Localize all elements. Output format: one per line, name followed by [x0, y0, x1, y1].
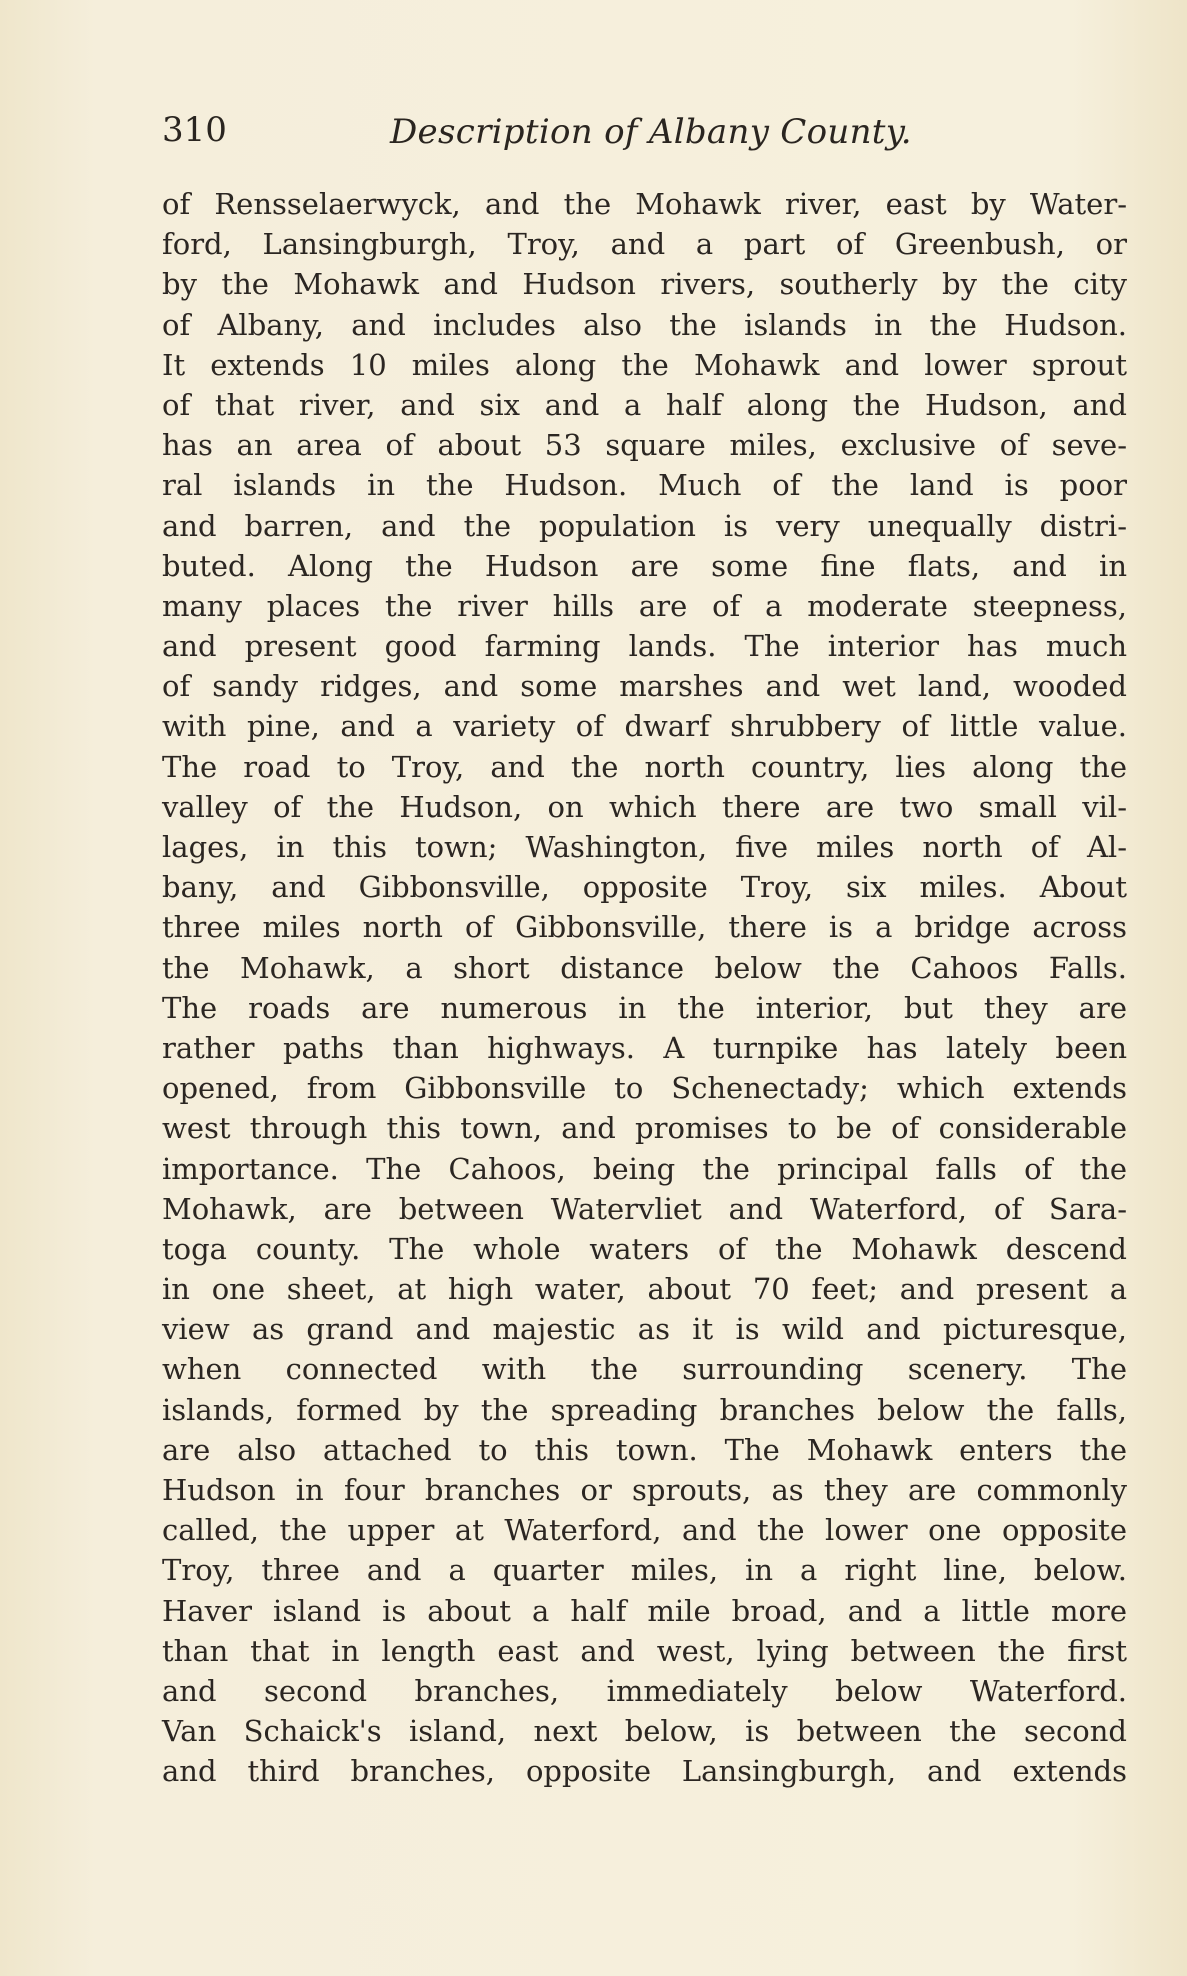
text-line: west through this town, and promises to be of considerable: [162, 1111, 1127, 1146]
text-line: Troy, three and a quarter miles, in a right line, below.: [162, 1553, 1127, 1588]
text-line: Hudson in four branches or sprouts, as they are commonly: [162, 1473, 1127, 1507]
text-line: Van Schaick's island, next below, is between the second: [162, 1714, 1127, 1749]
text-line: ral islands in the Hudson. Much of the land is poor: [162, 468, 1127, 503]
text-line: has an area of about 53 square miles, exclusive of seve-: [162, 428, 1127, 463]
text-line: bany, and Gibbonsville, opposite Troy, six miles. About: [162, 870, 1127, 905]
running-title: Description of Albany County.: [390, 112, 912, 152]
page-number: 310: [162, 110, 227, 150]
text-line: The road to Troy, and the north country, lies along the: [162, 749, 1127, 784]
text-line: and present good farming lands. The interior has much: [162, 629, 1127, 664]
text-line: and barren, and the population is very unequally distri-: [162, 508, 1127, 543]
text-line: ford, Lansingburgh, Troy, and a part of Greenbush, or: [162, 227, 1127, 262]
text-line: opened, from Gibbonsville to Schenectady; which extends: [162, 1071, 1127, 1106]
text-line: three miles north of Gibbonsville, there is a bridge across: [162, 910, 1127, 945]
text-line: islands, formed by the spreading branches below the falls,: [162, 1392, 1127, 1427]
text-line: Haver island is about a half mile broad, and a little more: [162, 1593, 1127, 1628]
text-line: of that river, and six and a half along the Hudson, and: [162, 387, 1127, 422]
text-line: toga county. The whole waters of the Mohawk descend: [162, 1231, 1127, 1266]
text-line: by the Mohawk and Hudson rivers, southerly by the city: [162, 267, 1127, 302]
text-line: It extends 10 miles along the Mohawk and lower sprout: [162, 347, 1127, 382]
text-line: Mohawk, are between Watervliet and Waterford, of Sara-: [162, 1191, 1127, 1226]
text-line: importance. The Cahoos, being the principal falls of the: [162, 1151, 1127, 1186]
text-line: and third branches, opposite Lansingburgh, and extends: [162, 1754, 1127, 1789]
text-line: in one sheet, at high water, about 70 feet; and present a: [162, 1272, 1127, 1307]
text-line: The roads are numerous in the interior, but they are: [162, 990, 1127, 1025]
text-line: rather paths than highways. A turnpike has lately been: [162, 1030, 1127, 1065]
body-text: [162, 184, 1127, 1792]
text-line: are also attached to this town. The Mohawk enters the: [162, 1432, 1127, 1467]
text-line: view as grand and majestic as it is wild and picturesque,: [162, 1312, 1127, 1347]
text-line: valley of the Hudson, on which there are two small vil-: [162, 789, 1127, 824]
page-header: [162, 110, 952, 170]
text-line: called, the upper at Waterford, and the lower one opposite: [162, 1513, 1127, 1548]
text-line: lages, in this town; Washington, five miles north of Al-: [162, 830, 1127, 864]
text-line: than that in length east and west, lying between the first: [162, 1633, 1127, 1668]
text-line: of Albany, and includes also the islands in the Hudson.: [162, 307, 1127, 342]
text-line: many places the river hills are of a moderate steepness,: [162, 588, 1127, 623]
text-line: with pine, and a variety of dwarf shrubbery of little value.: [162, 709, 1127, 744]
text-line: when connected with the surrounding scenery. The: [162, 1352, 1127, 1387]
text-line: and second branches, immediately below Waterford.: [162, 1673, 1127, 1708]
text-line: the Mohawk, a short distance below the Cahoos Falls.: [162, 950, 1127, 985]
text-line: of Rensselaerwyck, and the Mohawk river, east by Water-: [162, 187, 1127, 221]
text-line: of sandy ridges, and some marshes and wet land, wooded: [162, 669, 1127, 704]
text-line: buted. Along the Hudson are some fine flats, and in: [162, 548, 1127, 583]
